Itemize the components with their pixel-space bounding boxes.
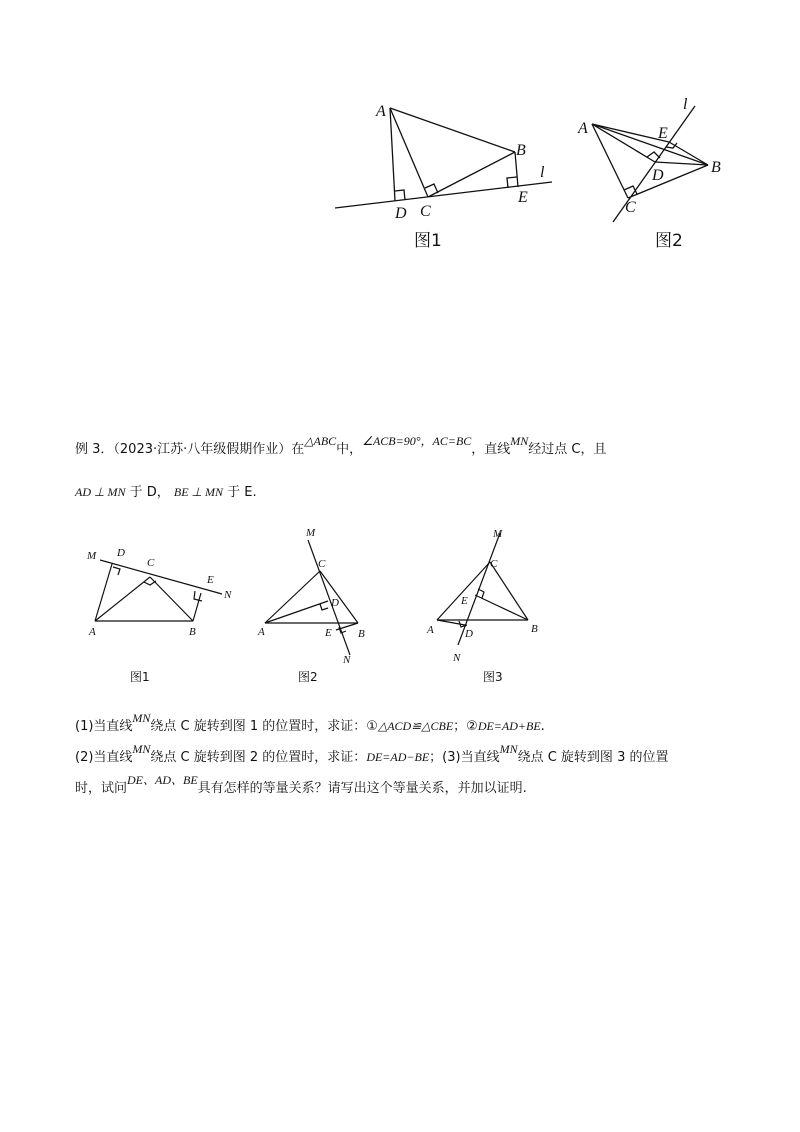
b2-label-A: A xyxy=(258,626,265,638)
question-1 xyxy=(75,711,545,734)
b1-label-B: B xyxy=(189,626,196,638)
label-C-2: C xyxy=(625,199,636,216)
b1-segment-AD xyxy=(95,564,112,621)
b3-label-A: A xyxy=(427,624,434,636)
question-2 xyxy=(75,742,669,765)
yu-d: 于 D， xyxy=(129,485,170,500)
b1-label-C: C xyxy=(147,557,155,569)
b3-caption: 图3 xyxy=(483,670,503,684)
example3-zhong: 中， xyxy=(336,442,363,457)
q2-part-c: ；(3)当直线 xyxy=(429,750,500,765)
b2-label-C: C xyxy=(318,558,326,570)
b3-label-N: N xyxy=(453,652,461,664)
label-E-2: E xyxy=(658,125,668,142)
b3-label-E: E xyxy=(461,595,468,607)
q1-part-c: ；② xyxy=(453,719,478,734)
segment-AB xyxy=(390,108,515,152)
top-figure-1 xyxy=(0,0,800,260)
b2-caption: 图2 xyxy=(298,670,318,684)
caption-fig1: 图1 xyxy=(414,231,442,251)
b2-label-N: N xyxy=(343,654,351,666)
b1-label-A: A xyxy=(89,626,96,638)
label-A-2: A xyxy=(578,120,588,137)
example3-prefix: 例 3．（2023·江苏·八年级假期作业）在 xyxy=(75,442,305,457)
label-E: E xyxy=(518,189,528,206)
b1-segment-AC xyxy=(95,577,150,621)
segment-CB xyxy=(428,152,515,197)
q1-part-d: . xyxy=(540,719,545,734)
triangle-abc: △ABC xyxy=(304,434,337,448)
q1-mn: MN xyxy=(132,711,151,725)
label-B-2: B xyxy=(711,159,721,176)
q1-part-a: (1)当直线 xyxy=(75,719,133,734)
q3-vars: DE、AD、BE xyxy=(127,773,198,787)
b3-segment-AD xyxy=(437,620,465,625)
q2-part-a: (2)当直线 xyxy=(75,750,133,765)
example3-line-text: ，直线 xyxy=(471,442,511,457)
b2-label-D: D xyxy=(331,597,339,609)
b2-segment-CB xyxy=(320,571,358,623)
q1-congruence: △ACD≌△CBE xyxy=(377,719,454,733)
q3-line2-a: 时，试问 xyxy=(75,781,128,796)
q3-part-b: 绕点 C 旋转到图 3 的位置 xyxy=(517,750,669,765)
right-angle-C xyxy=(425,184,438,193)
segment-AC xyxy=(390,108,428,197)
example3-line2 xyxy=(75,486,257,499)
q1-equation: DE=AD+BE xyxy=(477,719,541,733)
q2-equation: DE=AD−BE xyxy=(366,750,430,764)
yu-e: 于 E. xyxy=(227,485,257,500)
b1-caption: 图1 xyxy=(130,670,150,684)
segment-CB-2 xyxy=(628,165,708,198)
b2-segment-AD xyxy=(265,601,328,623)
example3-line1 xyxy=(75,434,607,457)
right-angle-D xyxy=(395,190,405,200)
caption-fig2: 图2 xyxy=(655,231,683,251)
segment-AD xyxy=(390,108,395,201)
label-l: l xyxy=(540,164,545,181)
b1-right-angle-D xyxy=(113,567,120,575)
q1-part-b: 绕点 C 旋转到图 1 的位置时，求证：① xyxy=(150,719,378,734)
b2-label-E: E xyxy=(325,627,332,639)
b3-label-B: B xyxy=(531,623,538,635)
q3-mn: MN xyxy=(499,742,518,756)
b1-label-N: N xyxy=(224,589,232,601)
bottom-figures xyxy=(0,515,800,715)
label-D-2: D xyxy=(652,167,664,184)
b3-label-D: D xyxy=(465,628,473,640)
question-3-line2 xyxy=(75,773,527,796)
be-perp: BE ⊥ MN xyxy=(173,485,224,499)
q2-mn: MN xyxy=(132,742,151,756)
b1-right-angle-E xyxy=(194,591,202,601)
b1-right-angle-C xyxy=(144,581,156,585)
mn-label: MN xyxy=(510,434,529,448)
b2-label-B: B xyxy=(358,628,365,640)
b1-label-E: E xyxy=(207,574,214,586)
b1-label-M: M xyxy=(87,550,97,562)
b1-label-D: D xyxy=(117,547,125,559)
q3-line2-b: 具有怎样的等量关系？请写出这个等量关系，并加以证明. xyxy=(197,781,527,796)
b3-label-C: C xyxy=(490,558,498,570)
label-l-2: l xyxy=(683,96,688,113)
label-D: D xyxy=(395,205,407,222)
example3-through: 经过点 C，且 xyxy=(528,442,607,457)
label-B: B xyxy=(516,142,526,159)
b3-label-M: M xyxy=(493,528,503,540)
angle-condition: ∠ACB=90°，AC=BC xyxy=(362,434,472,448)
q2-part-b: 绕点 C 旋转到图 2 的位置时，求证： xyxy=(150,750,367,765)
b2-right-angle-D xyxy=(320,604,328,610)
b2-segment-AC xyxy=(265,571,320,623)
b2-label-M: M xyxy=(306,527,316,539)
label-C: C xyxy=(420,203,431,220)
ad-perp: AD ⊥ MN xyxy=(75,485,126,499)
right-angle-D-2 xyxy=(647,152,660,158)
label-A: A xyxy=(376,103,386,120)
